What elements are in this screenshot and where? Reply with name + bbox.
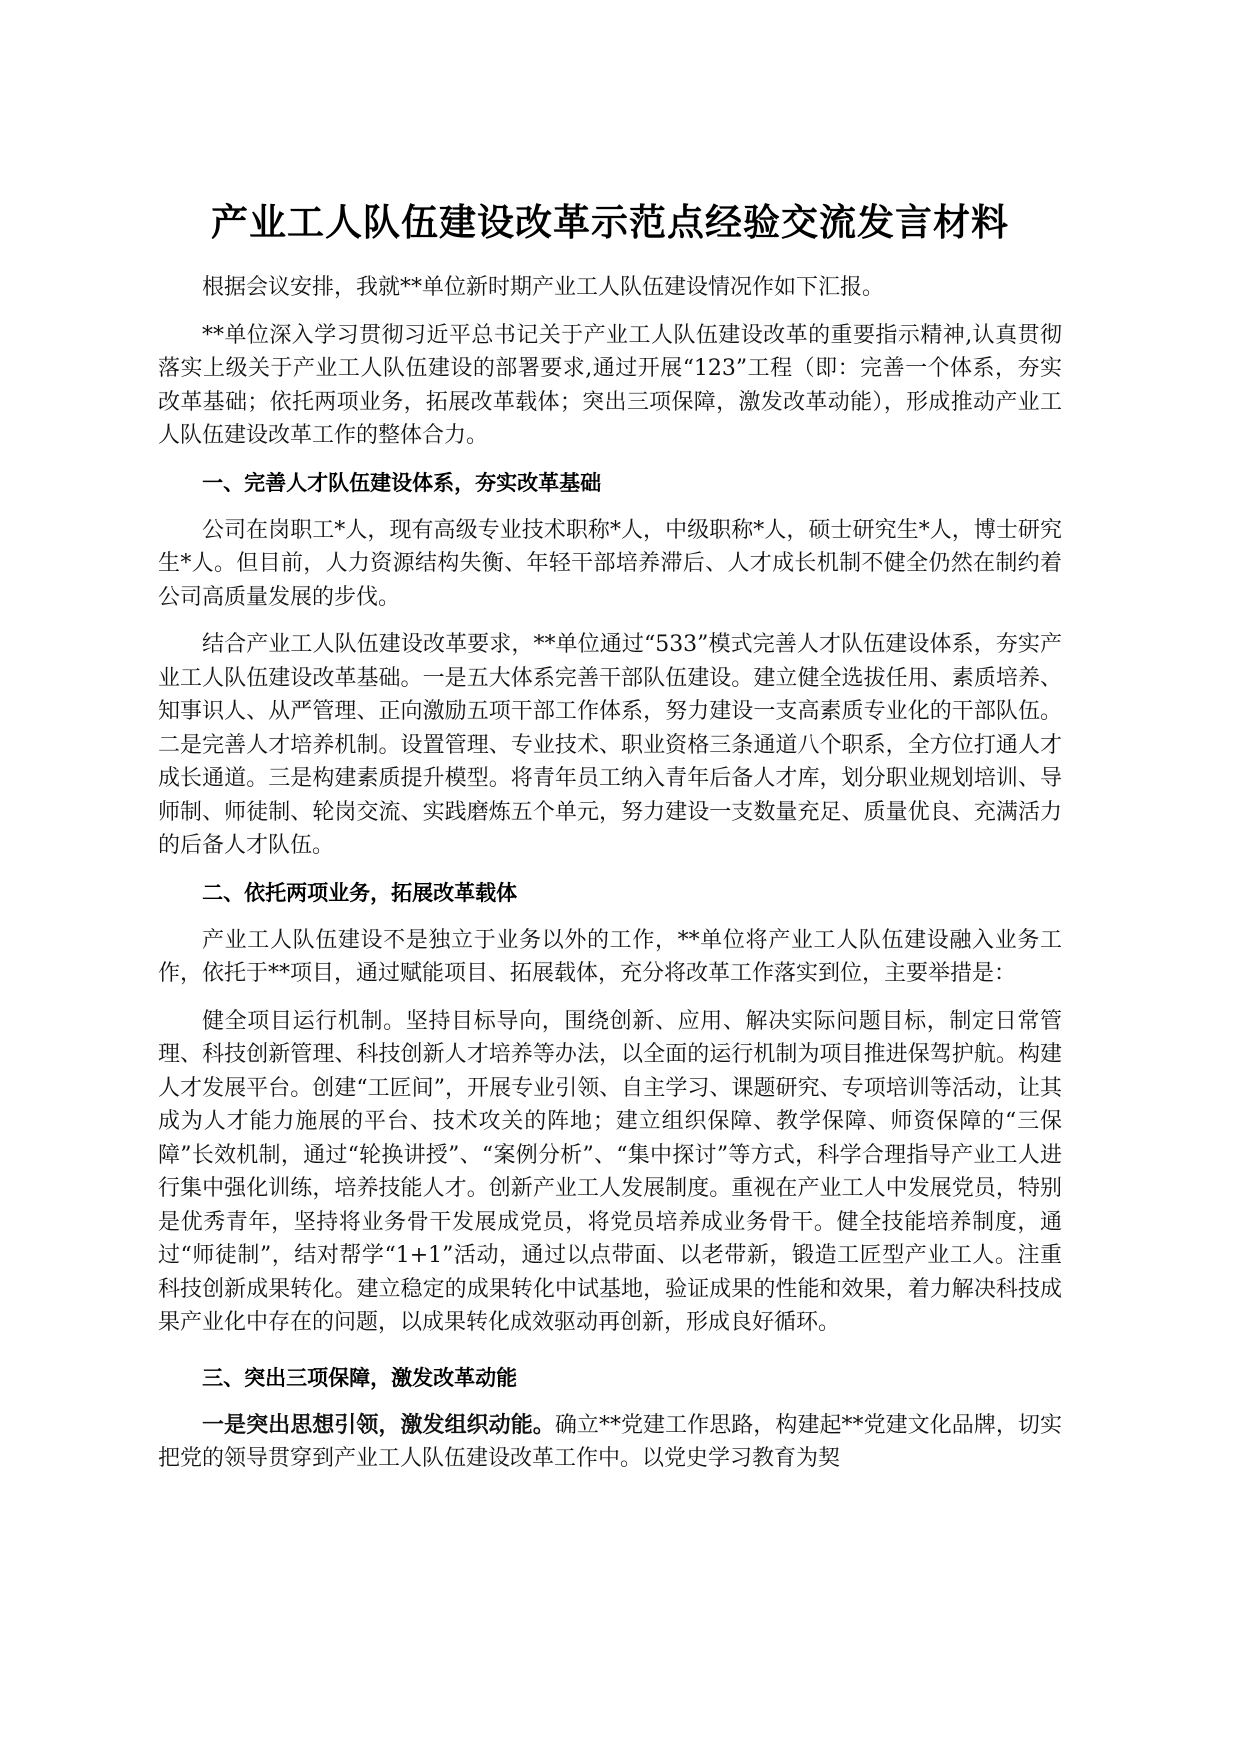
section-1-paragraph-2: 结合产业工人队伍建设改革要求，**单位通过“533”模式完善人才队伍建设体系，夯实产业工人队伍建设改革基础。一是五大体系完善干部队伍建设。建立健全选拔任用、素质培养、知事识人、从严管理、正向激励五项干部工作体系，努力建设一支高素质专业化的干部队伍。二是完善人才培养机制。设置管理、专业技术、职业资格三条通道八个职系，全方位打通人才成长通道。三是构建素质提升模型。将青年员工纳入青年后备人才库，划分职业规划培训、导师制、师徒制、轮岗交流、实践磨炼五个单元，努力建设一支数量充足、质量优良、充满活力的后备人才队伍。 — [158, 632, 1062, 858]
intro-paragraph: 根据会议安排，我就**单位新时期产业工人队伍建设情况作如下汇报。 — [202, 275, 885, 300]
section-3-heading: 三、突出三项保障，激发改革动能 — [202, 1365, 518, 1390]
document-page — [158, 195, 1062, 1490]
section-1-heading: 一、完善人才队伍建设体系，夯实改革基础 — [202, 470, 602, 495]
section-3-paragraph-1-body: 确立**党建工作思路，构建起**党建文化品牌，切实把党的领导贯穿到产业工人队伍建设改革工作中。以党史学习教育为契 — [158, 1412, 1062, 1471]
section-2-paragraph-2: 健全项目运行机制。坚持目标导向，围绕创新、应用、解决实际问题目标，制定日常管理、科技创新管理、科技创新人才培养等办法，以全面的运行机制为项目推进保驾护航。构建人才发展平台。创建“工匠间”，开展专业引领、自主学习、课题研究、专项培训等活动，让其成为人才能力施展的平台、技术攻关的阵地；建立组织保障、教学保障、师资保障的“三保障”长效机制，通过“轮换讲授”、“案例分析”、“集中探讨”等方式，科学合理指导产业工人进行集中强化训练，培养技能人才。创新产业工人发展制度。重视在产业工人中发展党员，特别是优秀青年，坚持将业务骨干发展成党员，将党员培养成业务骨干。健全技能培养制度，通过“师徒制”，结对帮学“1+1”活动，通过以点带面、以老带新，锻造工匠型产业工人。注重科技创新成果转化。建立稳定的成果转化中试基地，验证成果的性能和效果，着力解决科技成果产业化中存在的问题，以成果转化成效驱动再创新，形成良好循环。 — [158, 1008, 1063, 1335]
section-3-paragraph-1-lead: 一是突出思想引领，激发组织动能。 — [202, 1412, 555, 1438]
section-1-paragraph-1: 公司在岗职工*人，现有高级专业技术职称*人，中级职称*人，硕士研究生*人，博士研究生*人。但目前，人力资源结构失衡、年轻干部培养滞后、人才成长机制不健全仍然在制约着公司高质量发展的步伐。 — [158, 517, 1062, 610]
section-3-paragraph-1 — [158, 1409, 1062, 1476]
section-2-heading: 二、依托两项业务，拓展改革载体 — [202, 880, 518, 905]
document-title: 产业工人队伍建设改革示范点经验交流发言材料 — [211, 201, 1009, 244]
overview-paragraph: **单位深入学习贯彻习近平总书记关于产业工人队伍建设改革的重要指示精神,认真贯彻落实上级关于产业工人队伍建设的部署要求,通过开展“123”工程（即：完善一个体系，夯实改革基础；依托两项业务，拓展改革载体；突出三项保障，激发改革动能），形成推动产业工人队伍建设改革工作的整体合力。 — [158, 322, 1062, 448]
section-2-paragraph-1: 产业工人队伍建设不是独立于业务以外的工作，**单位将产业工人队伍建设融入业务工作，依托于**项目，通过赋能项目、拓展载体，充分将改革工作落实到位，主要举措是： — [158, 927, 1062, 986]
